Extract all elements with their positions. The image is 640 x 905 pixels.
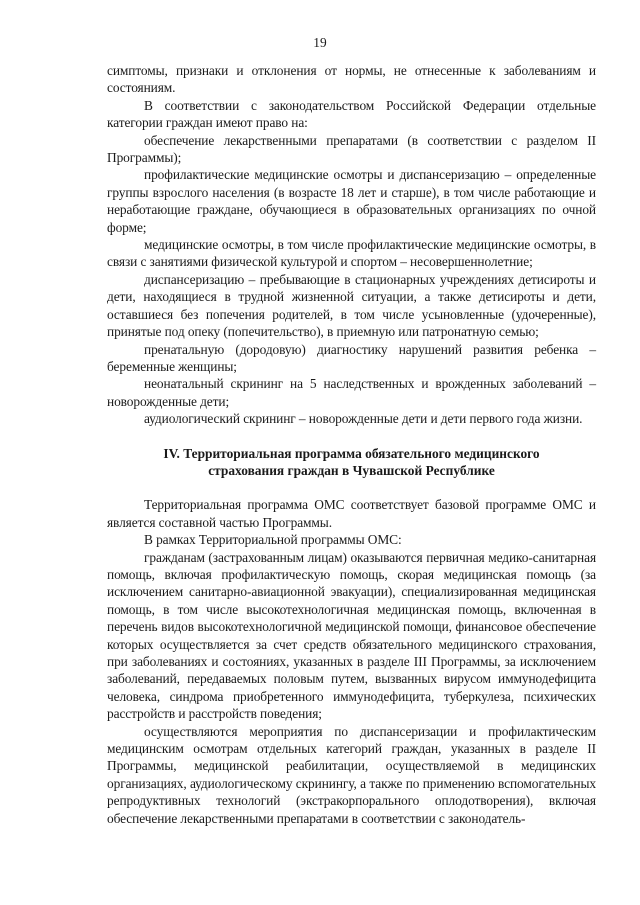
paragraph-neonatal-screening: неонатальный скрининг на 5 наследственных и врожденных заболеваний – новорожденные дети;: [107, 376, 596, 409]
spacer: [107, 428, 596, 445]
paragraph-continuation: симптомы, признаки и отклонения от нормы, не отнесенные к заболеваниям и состояниям.: [107, 63, 596, 96]
page-content: [107, 62, 596, 827]
paragraph-medical-exams-sport: медицинские осмотры, в том числе профилактические медицинские осмотры, в связи с занятиями физической культурой и спортом – несовершеннолетние;: [107, 237, 596, 270]
paragraph-audiological-screening: аудиологический скрининг – новорожденные дети и дети первого года жизни.: [144, 411, 583, 427]
paragraph-measures: осуществляются мероприятия по диспансеризации и профилактическим медицинским осмотрам отдельных категорий граждан, указанных в разделе II Программы, медицинской реабилитации, осуществляемой в медицинских организациях, аудиологическому скринингу, а также по применению вспомогательных репродуктивных технологий (экстракорпорального оплодотворения), включая обеспечение лекарственными препаратами в соответствии с законодатель-: [107, 723, 596, 826]
paragraph-prenatal-diagnostics: пренатальную (дородовую) диагностику нарушений развития ребенка – беременные женщины;: [107, 341, 596, 374]
section-heading-line2: страхования граждан в Чувашской Республике: [208, 462, 495, 478]
paragraph-intro-rights: В соответствии с законодательством Российской Федерации отдельные категории граждан имеют право на:: [107, 97, 596, 131]
paragraph-dispanserization-orphans: диспансеризацию – пребывающие в стационарных учреждениях детисироты и дети, находящиеся в трудной жизненной ситуации, а также детисироты и дети, оставшиеся без попечения родителей, в том числе усыновленные (удочеренные), принятые под опеку (попечительство), в приемную или патронатную семью;: [107, 271, 596, 340]
section-heading-line1: IV. Территориальная программа обязательного медицинского: [163, 445, 540, 461]
page-number: 19: [313, 35, 327, 50]
paragraph-medicines: обеспечение лекарственными препаратами (в соответствии с разделом II Программы);: [107, 132, 596, 166]
paragraph-prophylactic-exams: профилактические медицинские осмотры и диспансеризацию – определенные группы взрослого населения (в возрасте 18 лет и старше), в том числе работающие и неработающие граждане, обучающиеся в образовательных организациях по очной форме;: [107, 167, 596, 235]
paragraph-oms-program: Территориальная программа ОМС соответствует базовой программе ОМС и является составной частью Программы.: [107, 497, 596, 530]
paragraph-oms-scope: В рамках Территориальной программы ОМС:: [144, 532, 402, 548]
paragraph-insured-care: гражданам (застрахованным лицам) оказываются первичная медико-санитарная помощь, включая профилактическую помощь, скорая медицинская помощь (за исключением санитарно-авиационной эвакуации), специализированная медицинская помощь, в том числе высокотехнологичная медицинская помощь, включенная в перечень видов высокотехнологичной медицинской помощи, финансовое обеспечение которых осуществляется за счет средств обязательного медицинского страхования, при заболеваниях и состояниях, указанных в разделе III Программы, за исключением заболеваний, передаваемых половым путем, вызванных вирусом иммунодефицита человека, синдрома приобретенного иммунодефицита, туберкулеза, психических расстройств и расстройств поведения;: [107, 549, 596, 722]
spacer: [107, 479, 596, 496]
